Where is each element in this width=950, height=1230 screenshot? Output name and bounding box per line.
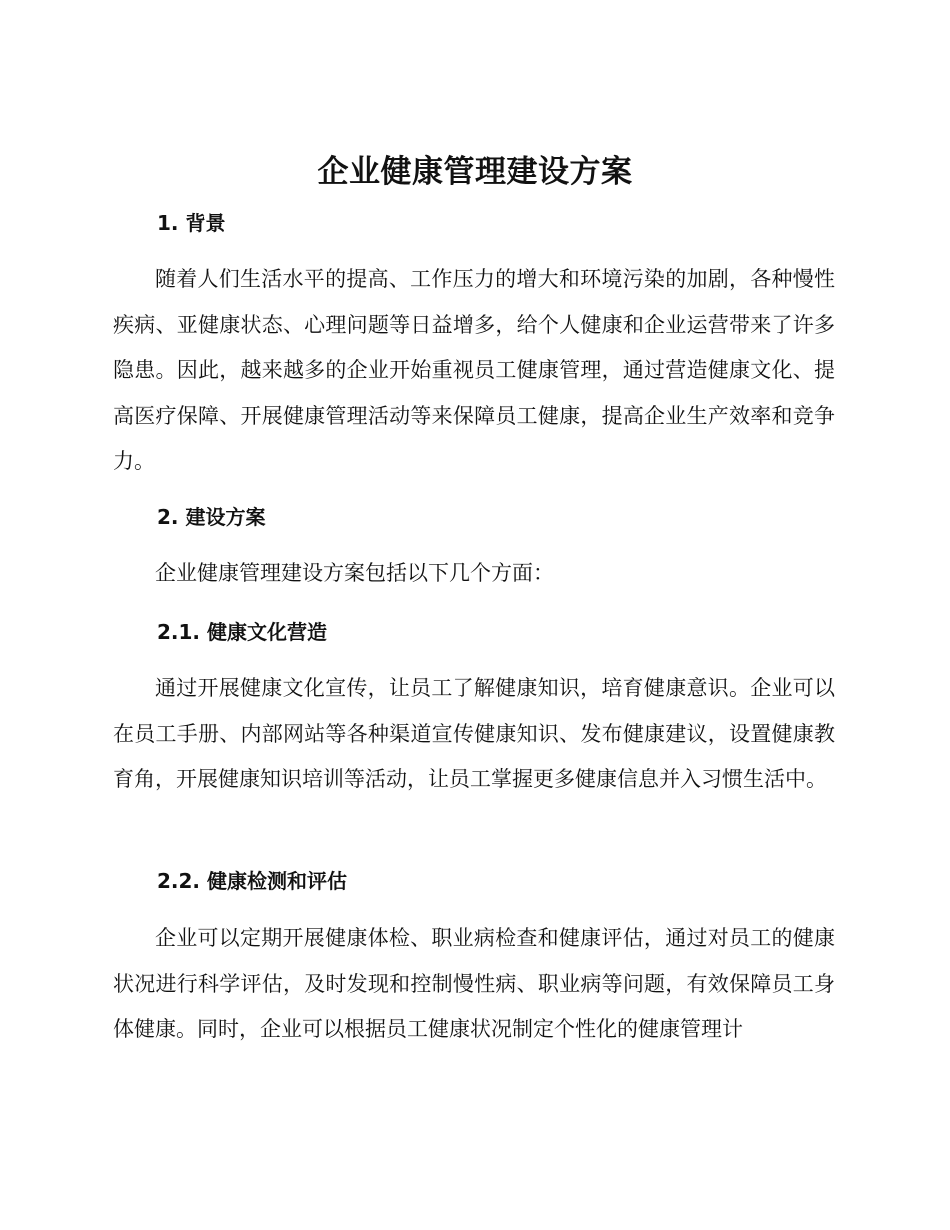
paragraph-construction-plan-intro: 企业健康管理建设方案包括以下几个方面： [155, 561, 554, 585]
paragraph-health-culture: 通过开展健康文化宣传，让员工了解健康知识，培育健康意识。企业可以在员工手册、内部网站等各种渠道宣传健康知识、发布健康建议，设置健康教育角，开展健康知识培训等活动，让员工掌握更多健康信息并入习惯生活中。 [113, 676, 835, 791]
section-heading-construction-plan: 2. 建设方案 [157, 505, 266, 529]
document-title: 企业健康管理建设方案 [317, 154, 633, 190]
paragraph-background: 随着人们生活水平的提高、工作压力的增大和环境污染的加剧，各种慢性疾病、亚健康状态、心理问题等日益增多，给个人健康和企业运营带来了许多隐患。因此，越来越多的企业开始重视员工健康管理，通过营造健康文化、提高医疗保障、开展健康管理活动等来保障员工健康，提高企业生产效率和竞争力。 [113, 267, 835, 473]
section-heading-health-culture: 2.1. 健康文化营造 [157, 620, 327, 644]
section-heading-health-assessment: 2.2. 健康检测和评估 [157, 869, 347, 893]
paragraph-health-assessment: 企业可以定期开展健康体检、职业病检查和健康评估，通过对员工的健康状况进行科学评估，及时发现和控制慢性病、职业病等问题，有效保障员工身体健康。同时，企业可以根据员工健康状况制定个性化的健康管理计 [113, 926, 835, 1041]
section-heading-background: 1. 背景 [157, 211, 226, 235]
